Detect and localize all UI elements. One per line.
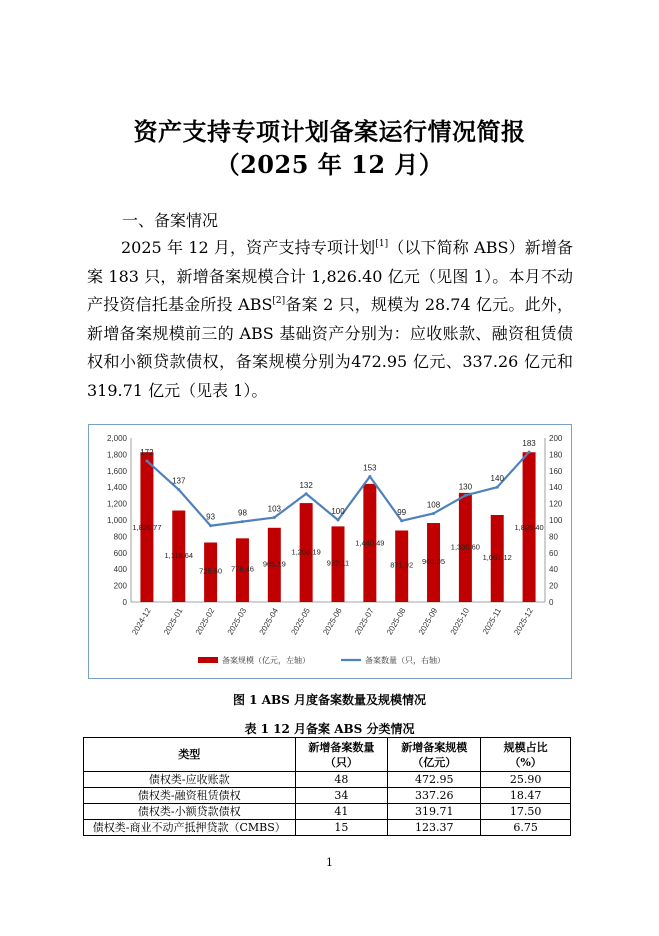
section-paragraph <box>87 234 573 405</box>
left-tick-label: 0 <box>122 598 127 607</box>
bar-value-label: 1,826.40 <box>514 523 544 533</box>
bar-value-label: 871.92 <box>390 560 414 570</box>
bar-value-label: 1,826.77 <box>132 523 162 533</box>
count-value-label: 99 <box>397 507 407 517</box>
bar-value-label: 905.19 <box>262 559 286 569</box>
category-label: 2025-07 <box>353 606 376 637</box>
left-tick-label: 600 <box>113 548 127 558</box>
category-label: 2025-04 <box>257 606 281 637</box>
header-count: 新增备案数量 （只） <box>295 738 388 772</box>
para-text-3: 备案 2 只，规模为 28.74 亿元。此外，新增备案规模前三的 ABS 基础资产分别为：应收账款、融资租赁债权和小额贷款债权，备案规模分别为472.95 亿元、337.26 亿元和 319.71 亿元（见表 1）。 <box>87 295 573 400</box>
count-point-2025-10 <box>464 494 467 497</box>
bar-value-label: 922.11 <box>326 558 350 568</box>
category-label: 2025-02 <box>193 606 217 637</box>
count-value-label: 153 <box>363 463 377 473</box>
right-tick-label: 80 <box>549 532 558 542</box>
table-row <box>84 788 571 804</box>
count-point-2024-12 <box>145 459 148 462</box>
left-tick-label: 1,800 <box>106 450 127 460</box>
count-value-label: 103 <box>267 504 281 514</box>
cell-count: 48 <box>295 772 388 788</box>
para-text-1: 2025 年 12 月，资产支持专项计划 <box>121 238 376 257</box>
para-text-2: （以下简称 ABS）新增备案 183 只，新增备案规模合计 1,826.40 亿元（见图 1）。本月不动产投资信托基金所投 ABS <box>87 238 573 314</box>
count-value-label: 183 <box>522 438 536 448</box>
count-value-label: 98 <box>238 508 247 518</box>
footnote-ref-1[interactable]: [1] <box>375 239 389 249</box>
count-point-2025-05 <box>305 492 308 495</box>
right-tick-label: 100 <box>549 516 563 525</box>
header-amount: 新增备案规模 （亿元） <box>388 738 481 772</box>
count-point-2025-11 <box>496 486 499 489</box>
count-point-2025-08 <box>400 519 403 522</box>
right-tick-label: 160 <box>549 466 563 476</box>
left-tick-label: 2,000 <box>106 434 127 443</box>
count-point-2025-01 <box>177 488 180 491</box>
count-value-label: 140 <box>490 474 504 484</box>
category-label: 2025-12 <box>512 606 535 637</box>
document-subtitle-date: （2025 年 12 月） <box>215 150 444 179</box>
bar-value-label: 963.05 <box>422 557 446 567</box>
abs-monthly-chart <box>88 424 572 679</box>
count-point-2025-06 <box>337 519 340 522</box>
count-point-2025-09 <box>432 512 435 515</box>
category-label: 2025-09 <box>416 606 440 637</box>
right-tick-label: 20 <box>549 581 558 591</box>
table-row <box>84 820 571 836</box>
count-value-label: 172 <box>140 447 154 457</box>
count-value-label: 132 <box>299 480 313 490</box>
count-point-2025-07 <box>368 475 371 478</box>
legend-line-label: 备案数量（只，右轴） <box>365 656 445 665</box>
count-value-label: 108 <box>426 500 441 510</box>
header-share: 规模占比 （%） <box>481 738 571 772</box>
right-tick-label: 140 <box>549 483 563 493</box>
category-label: 2025-01 <box>162 606 185 637</box>
abs-category-table <box>83 737 571 836</box>
left-tick-label: 1,000 <box>106 516 127 525</box>
right-tick-label: 40 <box>549 565 558 575</box>
right-tick-label: 60 <box>549 548 558 558</box>
left-tick-label: 800 <box>113 532 127 542</box>
footnote-ref-2[interactable]: [2] <box>272 296 286 306</box>
table-caption: 表 1 12 月备案 ABS 分类情况 <box>244 722 415 736</box>
count-value-label: 137 <box>172 476 186 486</box>
left-tick-label: 1,400 <box>106 483 127 493</box>
bar-value-label: 1,061.12 <box>482 553 512 563</box>
cell-share: 17.50 <box>481 804 571 820</box>
header-type: 类型 <box>84 738 296 772</box>
category-label: 2025-08 <box>384 606 408 637</box>
bar-value-label: 1,206.19 <box>291 547 321 557</box>
chart-canvas <box>89 425 571 678</box>
table-row <box>84 804 571 820</box>
cell-count: 34 <box>295 788 388 804</box>
left-tick-label: 1,600 <box>106 466 127 476</box>
category-label: 2025-06 <box>321 606 344 637</box>
cell-share: 6.75 <box>481 820 571 836</box>
bar-value-label: 1,440.49 <box>355 538 385 548</box>
category-label: 2025-03 <box>225 606 249 637</box>
count-point-2025-12 <box>528 450 531 453</box>
legend-bar-swatch <box>198 657 218 663</box>
cell-amount: 123.37 <box>388 820 481 836</box>
cell-type: 债权类-应收账款 <box>84 772 296 788</box>
cell-type: 债权类-商业不动产抵押贷款（CMBS） <box>84 820 296 836</box>
count-point-2025-03 <box>241 520 244 523</box>
category-label: 2025-11 <box>480 606 503 636</box>
count-value-label: 130 <box>458 482 473 492</box>
figure-caption: 图 1 ABS 月度备案数量及规模情况 <box>232 693 426 707</box>
page-number: 1 <box>326 856 333 869</box>
table-row <box>84 772 571 788</box>
left-tick-label: 400 <box>113 565 127 575</box>
cell-count: 41 <box>295 804 388 820</box>
count-value-label: 100 <box>331 507 345 516</box>
bar-value-label: 1,330.60 <box>450 542 480 552</box>
cell-share: 18.47 <box>481 788 571 804</box>
category-label: 2025-05 <box>289 606 312 637</box>
cell-amount: 472.95 <box>388 772 481 788</box>
cell-count: 15 <box>295 820 388 836</box>
cell-type: 债权类-融资租赁债权 <box>84 788 296 804</box>
cell-type: 债权类-小额贷款债权 <box>84 804 296 820</box>
left-tick-label: 200 <box>113 581 127 591</box>
right-tick-label: 0 <box>549 598 554 607</box>
cell-amount: 319.71 <box>388 804 481 820</box>
bar-value-label: 725.60 <box>199 566 223 576</box>
count-point-2025-04 <box>273 516 276 519</box>
count-value-label: 93 <box>206 512 216 522</box>
right-tick-label: 200 <box>549 434 563 443</box>
table-header-row <box>84 738 571 772</box>
count-point-2025-02 <box>209 524 212 527</box>
right-tick-label: 120 <box>549 499 563 509</box>
left-tick-label: 1,200 <box>106 499 127 509</box>
right-tick-label: 180 <box>549 450 563 460</box>
bar-value-label: 776.46 <box>230 564 254 574</box>
section-heading: 一、备案情况 <box>122 211 219 230</box>
document-title: 资产支持专项计划备案运行情况简报 <box>133 117 526 146</box>
category-label: 2025-10 <box>448 606 472 637</box>
cell-amount: 337.26 <box>388 788 481 804</box>
bar-value-label: 1,115.64 <box>164 551 194 561</box>
cell-share: 25.90 <box>481 772 571 788</box>
category-label: 2024-12 <box>130 606 153 637</box>
legend-bar-label: 备案规模（亿元，左轴） <box>222 656 310 665</box>
